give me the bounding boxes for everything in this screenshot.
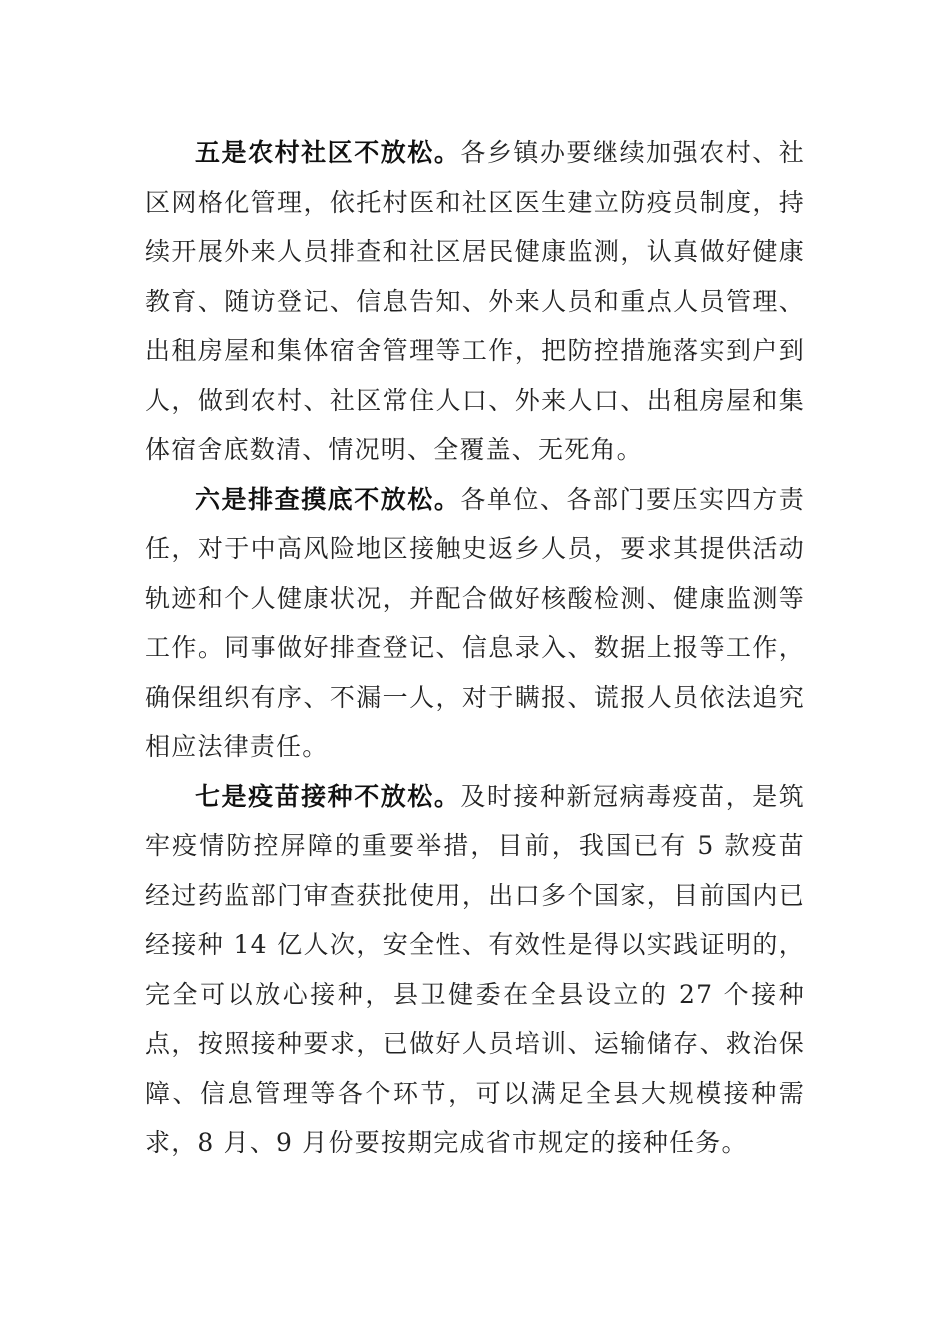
paragraph-rural-community bbox=[145, 128, 805, 475]
paragraph-heading: 七是疫苗接种不放松。 bbox=[195, 781, 461, 811]
paragraph-text: 各单位、各部门要压实四方责任，对于中高风险地区接触史返乡人员，要求其提供活动轨迹和个人健康状况，并配合做好核酸检测、健康监测等工作。同事做好排查登记、信息录入、数据上报等工作，确保组织有序、不漏一人，对于瞒报、谎报人员依法追究相应法律责任。 bbox=[145, 484, 805, 761]
paragraph-screening bbox=[145, 475, 805, 772]
paragraph-text: 及时接种新冠病毒疫苗，是筑牢疫情防控屏障的重要举措，目前，我国已有 5 款疫苗经过药监部门审查获批使用，出口多个国家，目前国内已经接种 14 亿人次，安全性、有效性是得以实践证明的，完全可以放心接种，县卫健委在全县设立的 27 个接种点，按照接种要求，已做好人员培训、运输储存、救治保障、信息管理等各个环节，可以满足全县大规模接种需求，8 月、9 月份要按期完成省市规定的接种任务。 bbox=[145, 781, 805, 1157]
paragraph-text: 各乡镇办要继续加强农村、社区网格化管理，依托村医和社区医生建立防疫员制度，持续开展外来人员排查和社区居民健康监测，认真做好健康教育、随访登记、信息告知、外来人员和重点人员管理、出租房屋和集体宿舍管理等工作，把防控措施落实到户到人，做到农村、社区常住人口、外来人口、出租房屋和集体宿舍底数清、情况明、全覆盖、无死角。 bbox=[145, 138, 805, 464]
paragraph-vaccination bbox=[145, 772, 805, 1168]
document-body bbox=[145, 128, 805, 1168]
paragraph-heading: 五是农村社区不放松。 bbox=[195, 138, 461, 167]
paragraph-heading: 六是排查摸底不放松。 bbox=[195, 484, 461, 514]
